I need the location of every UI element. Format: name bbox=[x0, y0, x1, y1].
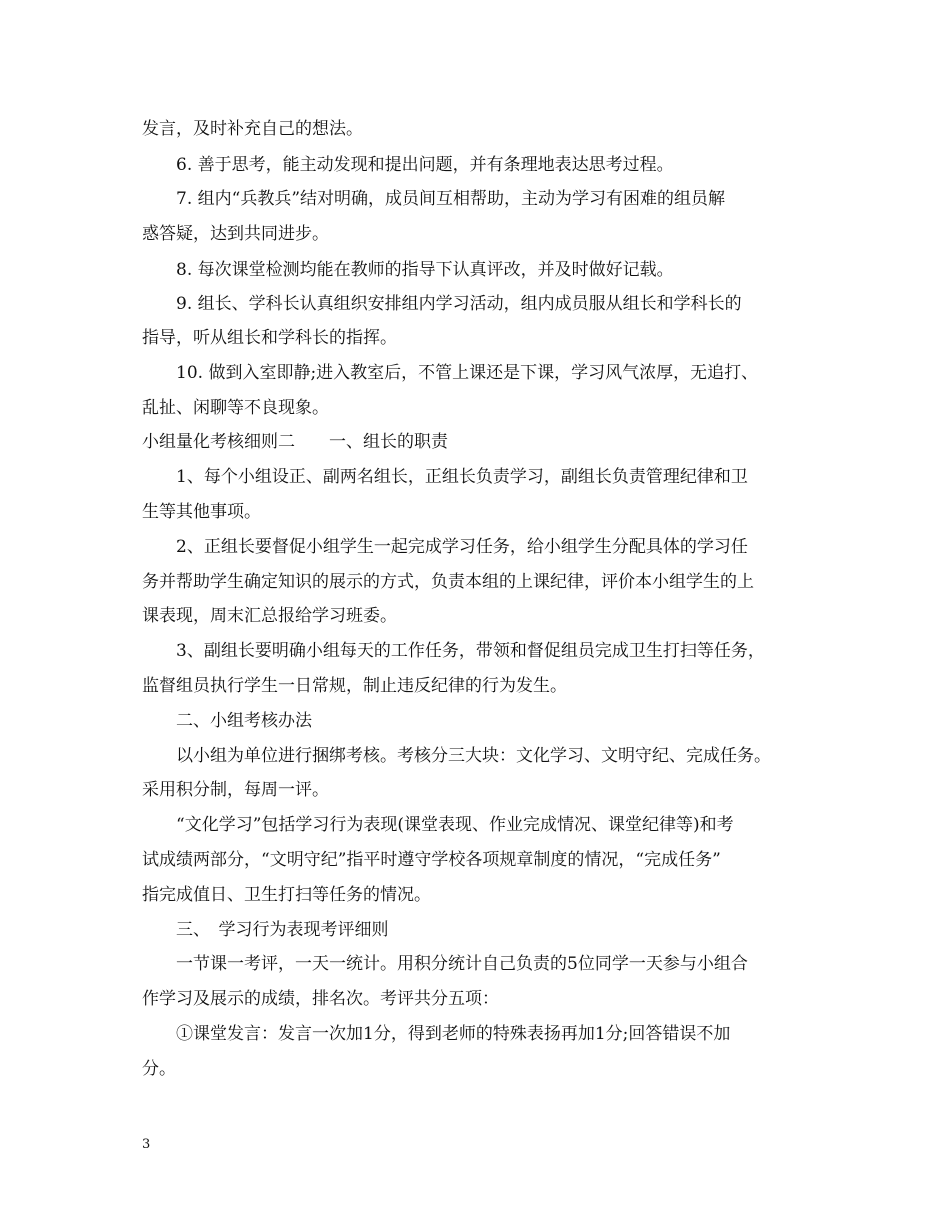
text-line: 10. 做到入室即静;进入教室后，不管上课还是下课，学习风气浓厚，无追打、 bbox=[176, 363, 759, 383]
text-line: 2、正组长要督促小组学生一起完成学习任务，给小组学生分配具体的学习任 bbox=[176, 537, 748, 557]
text-line: 8. 每次课堂检测均能在教师的指导下认真评改，并及时做好记载。 bbox=[176, 260, 674, 280]
text-line: 课表现，周末汇总报给学习班委。 bbox=[142, 606, 397, 626]
text-line: 乱扯、闲聊等不良现象。 bbox=[142, 398, 329, 418]
text-line: 生等其他事项。 bbox=[142, 502, 261, 522]
section-heading: 小组量化考核细则二 一、组长的职责 bbox=[142, 432, 448, 452]
text-line: 试成绩两部分，“文明守纪”指平时遵守学校各项规章制度的情况，“完成任务” bbox=[142, 850, 721, 870]
text-line: 指导，听从组长和学科长的指挥。 bbox=[142, 328, 397, 348]
text-line: 3、副组长要明确小组每天的工作任务，带领和督促组员完成卫生打扫等任务， bbox=[176, 641, 765, 661]
text-line: ①课堂发言：发言一次加1分，得到老师的特殊表扬再加1分;回答错误不加 bbox=[176, 1024, 731, 1044]
text-line: 一节课一考评，一天一统计。用积分统计自己负责的5位同学一天参与小组合 bbox=[176, 954, 748, 974]
section-heading: 三、 学习行为表现考评细则 bbox=[176, 920, 389, 940]
text-line: 指完成值日、卫生打扫等任务的情况。 bbox=[142, 885, 431, 905]
text-line: 采用积分制，每周一评。 bbox=[142, 780, 329, 800]
text-line: 以小组为单位进行捆绑考核。考核分三大块：文化学习、文明守纪、完成任务。 bbox=[176, 746, 771, 766]
text-line: 发言，及时补充自己的想法。 bbox=[142, 119, 363, 139]
section-heading: 二、小组考核办法 bbox=[176, 711, 312, 731]
text-line: 作学习及展示的成绩，排名次。考评共分五项： bbox=[142, 989, 499, 1009]
text-line: 1、每个小组设正、副两名组长，正组长负责学习，副组长负责管理纪律和卫 bbox=[176, 467, 748, 487]
text-line: 6. 善于思考，能主动发现和提出问题，并有条理地表达思考过程。 bbox=[176, 155, 674, 175]
text-line: 务并帮助学生确定知识的展示的方式，负责本组的上课纪律，评价本小组学生的上 bbox=[142, 572, 754, 592]
text-line: 监督组员执行学生一日常规，制止违反纪律的行为发生。 bbox=[142, 676, 567, 696]
text-line: 9. 组长、学科长认真组织安排组内学习活动，组内成员服从组长和学科长的 bbox=[176, 294, 742, 314]
text-line: 分。 bbox=[142, 1059, 176, 1079]
text-line: 7. 组内“兵教兵”结对明确，成员间互相帮助，主动为学习有困难的组员解 bbox=[176, 189, 726, 209]
text-line: “文化学习”包括学习行为表现(课堂表现、作业完成情况、课堂纪律等)和考 bbox=[176, 815, 734, 835]
page-number: 3 bbox=[142, 1137, 151, 1152]
text-line: 惑答疑，达到共同进步。 bbox=[142, 224, 329, 244]
